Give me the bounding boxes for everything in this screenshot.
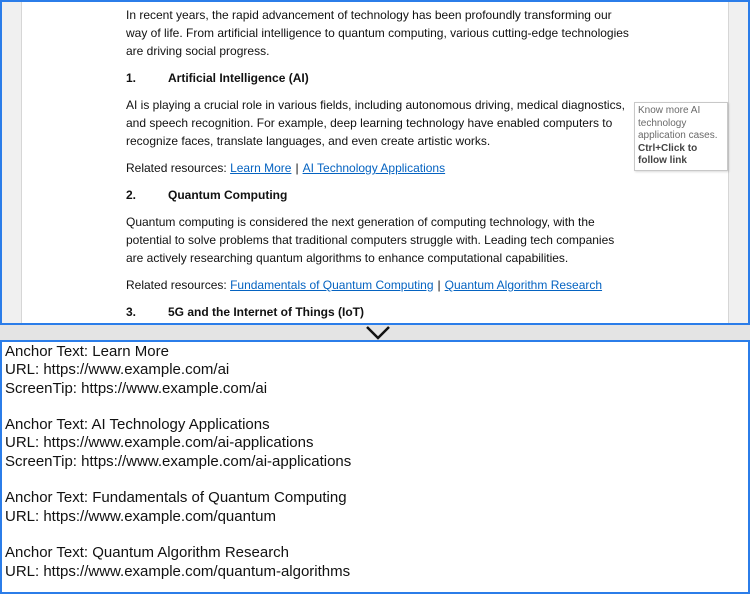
link-ai-applications[interactable]: AI Technology Applications: [302, 161, 446, 175]
link-quantum-fundamentals[interactable]: Fundamentals of Quantum Computing: [230, 278, 434, 292]
related-resources-ai: [126, 159, 631, 177]
separator: |: [295, 161, 299, 175]
section-heading-quantum: [126, 186, 631, 204]
output-line: Anchor Text: Learn More: [5, 343, 169, 360]
output-line: URL: https://www.example.com/quantum: [5, 507, 276, 525]
section-number: 3.: [126, 305, 137, 319]
related-resources-quantum: [126, 276, 631, 294]
related-label: Related resources:: [126, 278, 227, 292]
quantum-paragraph: Quantum computing is considered the next generation of computing technology, with the potential to solve problems that traditional computers struggle with. Leading tech companies are actively researching quantum algorithms to enhance computational capabilities.: [126, 215, 615, 265]
section-title: Artificial Intelligence (AI): [168, 71, 309, 85]
section-title: 5G and the Internet of Things (IoT): [168, 305, 364, 319]
output-line: Anchor Text: Quantum Algorithm Research: [5, 544, 290, 562]
intro-paragraph: In recent years, the rapid advancement of technology has been profoundly transforming our way of life. From artificial intelligence to quantum computing, various cutting-edge technologies are driving social progress.: [126, 8, 629, 58]
output-line: URL: https://www.example.com/ai: [5, 361, 230, 379]
output-group: [5, 544, 745, 581]
section-heading-5g: [126, 303, 631, 321]
section-title: Quantum Computing: [168, 188, 288, 202]
related-label: Related resources:: [126, 161, 227, 175]
output-group: [5, 489, 745, 526]
document-page: [21, 2, 729, 325]
output-group: [5, 416, 745, 471]
screentip-hint: Ctrl+Click to follow link: [638, 142, 698, 166]
hyperlink-screentip: [634, 102, 728, 171]
output-line: ScreenTip: https://www.example.com/ai-applications: [5, 452, 352, 470]
output-line: ScreenTip: https://www.example.com/ai: [5, 379, 268, 397]
section-number: 1.: [126, 71, 137, 85]
output-line: Anchor Text: Fundamentals of Quantum Computing: [5, 489, 347, 507]
separator: |: [437, 278, 441, 292]
output-group: [5, 343, 745, 398]
link-learn-more[interactable]: Learn More: [230, 161, 292, 175]
section-heading-ai: [126, 69, 631, 87]
document-content: [126, 6, 631, 325]
output-line: Anchor Text: AI Technology Applications: [5, 416, 270, 434]
chevron-down-icon[interactable]: [366, 326, 390, 340]
output-line: URL: https://www.example.com/quantum-algorithms: [5, 562, 351, 580]
output-pane[interactable]: [0, 340, 750, 594]
output-line: URL: https://www.example.com/ai-applications: [5, 434, 314, 452]
link-quantum-algorithms[interactable]: Quantum Algorithm Research: [444, 278, 603, 292]
ai-paragraph: AI is playing a crucial role in various fields, including autonomous driving, medical diagnostics, and speech recognition. For example, deep learning technology have enabled computers to recognize faces, translate languages, and even create artistic works.: [126, 98, 625, 148]
section-number: 2.: [126, 188, 137, 202]
screentip-text: Know more AI technology application cases.: [638, 105, 718, 141]
